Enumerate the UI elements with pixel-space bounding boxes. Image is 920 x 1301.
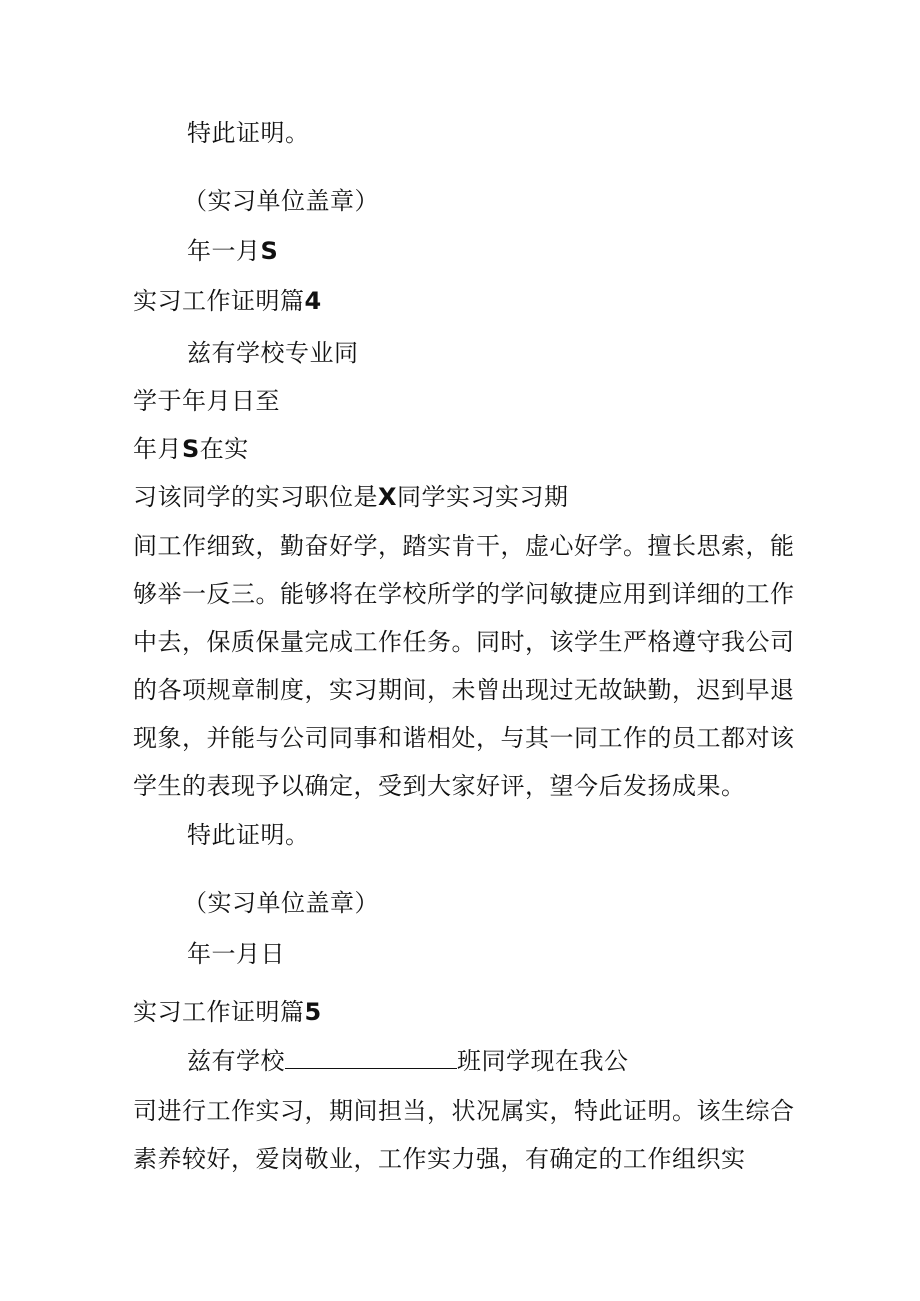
body-line: 的各项规章制度，实习期间，未曾出现过无故缺勤，迟到早退: [133, 676, 795, 704]
body-line: 够举一反三。能够将在学校所学的学问敏捷应用到详细的工作: [133, 580, 795, 608]
body-line: 年月S在实: [133, 435, 249, 463]
body-line: 司进行工作实习，期间担当，状况属实，特此证明。该生综合: [133, 1097, 795, 1125]
date-line: 年一月日: [187, 940, 285, 968]
body-line: 间工作细致，勤奋好学，踏实肯干，虚心好学。擅长思索，能: [133, 532, 795, 560]
section-heading-4: 实习工作证明篇4: [133, 287, 322, 315]
body-line: 现象，并能与公司同事和谐相处，与其一同工作的员工都对该: [133, 724, 795, 752]
body-line: 兹有学校专业同: [187, 339, 359, 367]
seal-note: （实习单位盖章）: [183, 187, 379, 215]
section-heading-5: 实习工作证明篇5: [133, 998, 322, 1026]
seal-note: （实习单位盖章）: [183, 889, 379, 917]
body-line: 中去，保质保量完成工作任务。同时，该学生严格遵守我公司: [133, 628, 795, 656]
body-line: 素养较好，爱岗敬业，工作实力强，有确定的工作组织实: [133, 1145, 746, 1173]
body-line: 学生的表现予以确定，受到大家好评，望今后发扬成果。: [133, 772, 746, 800]
body-line: 习该同学的实习职位是X同学实习实习期: [133, 483, 569, 511]
closing-statement: 特此证明。: [187, 119, 310, 147]
fill-in-blank: [285, 1046, 457, 1069]
closing-statement: 特此证明。: [187, 821, 310, 849]
body-line: 兹有学校 班同学现在我公: [187, 1047, 629, 1075]
date-line: 年一月S: [187, 237, 279, 265]
body-line: 学于年月日至: [133, 387, 280, 415]
